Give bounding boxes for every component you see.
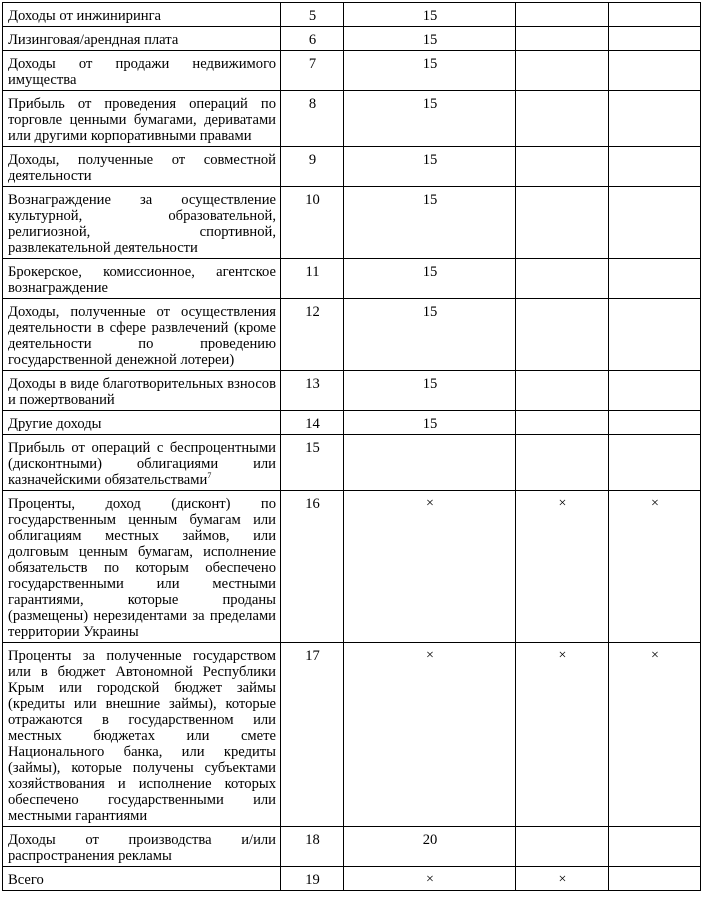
- cross-mark: ×: [609, 643, 701, 827]
- extra-cell: [516, 91, 609, 147]
- income-type-cell: Доходы от продажи недвижимого имущества: [3, 51, 281, 91]
- table-row: [3, 491, 701, 643]
- table-row: [3, 187, 701, 259]
- footnote-marker: 7: [207, 471, 212, 481]
- table-row: [3, 643, 701, 827]
- rate-cell: 15: [344, 259, 516, 299]
- income-type-cell: Вознаграждение за осуществление культурной, образовательной, религиозной, спортивной, развлекательной деятельности: [3, 187, 281, 259]
- line-code-cell: 13: [281, 371, 344, 411]
- cross-mark: ×: [344, 643, 516, 827]
- rate-cell: 15: [344, 51, 516, 91]
- rate-cell: 20: [344, 827, 516, 867]
- extra-cell: [516, 27, 609, 51]
- line-code-cell: 15: [281, 435, 344, 491]
- line-code-cell: 9: [281, 147, 344, 187]
- rate-cell: 15: [344, 411, 516, 435]
- line-code-cell: 7: [281, 51, 344, 91]
- line-code-cell: 16: [281, 491, 344, 643]
- line-code-cell: 8: [281, 91, 344, 147]
- extra-cell: [609, 27, 701, 51]
- extra-cell: [609, 187, 701, 259]
- rate-cell: 15: [344, 147, 516, 187]
- line-code-cell: 11: [281, 259, 344, 299]
- table-row: [3, 827, 701, 867]
- cross-mark: ×: [344, 491, 516, 643]
- line-code-cell: 12: [281, 299, 344, 371]
- extra-cell: [516, 259, 609, 299]
- total-label-cell: Всего: [3, 867, 281, 891]
- rate-cell: 15: [344, 299, 516, 371]
- extra-cell: [516, 435, 609, 491]
- extra-cell: [609, 51, 701, 91]
- extra-cell: [609, 867, 701, 891]
- rate-cell: 15: [344, 187, 516, 259]
- extra-cell: [516, 51, 609, 91]
- table-row: [3, 435, 701, 491]
- income-type-cell: Лизинговая/арендная плата: [3, 27, 281, 51]
- table-row: [3, 3, 701, 27]
- income-type-cell: Проценты за полученные государством или в бюджет Автономной Республики Крым или городской бюджет займы (кредиты или внешние займы), которые отражаются в государственном или местных бюджетах или смете Национального банка, или кредиты (займы), которые получены субъектами хозяйствования и исполнение которых обеспечено государственными или местными гарантиями: [3, 643, 281, 827]
- line-code-cell: 6: [281, 27, 344, 51]
- income-type-cell: Другие доходы: [3, 411, 281, 435]
- income-type-cell: Брокерское, комиссионное, агентское вознаграждение: [3, 259, 281, 299]
- extra-cell: [516, 299, 609, 371]
- table-row: [3, 27, 701, 51]
- extra-cell: [516, 371, 609, 411]
- table-row: [3, 371, 701, 411]
- extra-cell: [609, 91, 701, 147]
- rate-cell: 15: [344, 27, 516, 51]
- cross-mark: ×: [516, 643, 609, 827]
- extra-cell: [609, 827, 701, 867]
- rate-cell: [344, 435, 516, 491]
- rate-cell: 15: [344, 371, 516, 411]
- table-row: [3, 259, 701, 299]
- line-code-cell: 18: [281, 827, 344, 867]
- cross-mark: ×: [516, 867, 609, 891]
- extra-cell: [516, 827, 609, 867]
- table-row: [3, 147, 701, 187]
- income-type-text: Прибыль от операций с беспроцентными (дисконтными) облигациями или казначейскими обязательствами: [8, 440, 276, 488]
- table-row-total: [3, 867, 701, 891]
- rate-cell: 15: [344, 3, 516, 27]
- line-code-cell: 10: [281, 187, 344, 259]
- extra-cell: [609, 259, 701, 299]
- extra-cell: [609, 371, 701, 411]
- extra-cell: [609, 3, 701, 27]
- income-type-cell: Доходы, полученные от осуществления деятельности в сфере развлечений (кроме деятельности по проведению государственной денежной лотереи): [3, 299, 281, 371]
- table-row: [3, 51, 701, 91]
- income-type-cell: Доходы от инжиниринга: [3, 3, 281, 27]
- income-type-cell: Прибыль от проведения операций по торговле ценными бумагами, дериватами или другими корпоративными правами: [3, 91, 281, 147]
- line-code-cell: 14: [281, 411, 344, 435]
- line-code-cell: 19: [281, 867, 344, 891]
- extra-cell: [609, 147, 701, 187]
- extra-cell: [516, 187, 609, 259]
- line-code-cell: 5: [281, 3, 344, 27]
- extra-cell: [609, 299, 701, 371]
- extra-cell: [609, 435, 701, 491]
- income-type-cell: Доходы в виде благотворительных взносов и пожертвований: [3, 371, 281, 411]
- table-row: [3, 299, 701, 371]
- income-rates-table: [2, 2, 701, 891]
- extra-cell: [516, 411, 609, 435]
- income-type-cell: Проценты, доход (дисконт) по государственным ценным бумагам или облигациям местных займов, или долговым ценным бумагам, исполнение обязательств по которым обеспечено государственными или местными гарантиями, которые проданы (размещены) нерезидентами за пределами территории Украины: [3, 491, 281, 643]
- income-type-cell: Доходы, полученные от совместной деятельности: [3, 147, 281, 187]
- extra-cell: [516, 147, 609, 187]
- income-type-cell: [3, 435, 281, 491]
- extra-cell: [516, 3, 609, 27]
- line-code-cell: 17: [281, 643, 344, 827]
- income-type-cell: Доходы от производства и/или распространения рекламы: [3, 827, 281, 867]
- table-row: [3, 411, 701, 435]
- cross-mark: ×: [516, 491, 609, 643]
- cross-mark: ×: [344, 867, 516, 891]
- rate-cell: 15: [344, 91, 516, 147]
- table-row: [3, 91, 701, 147]
- cross-mark: ×: [609, 491, 701, 643]
- extra-cell: [609, 411, 701, 435]
